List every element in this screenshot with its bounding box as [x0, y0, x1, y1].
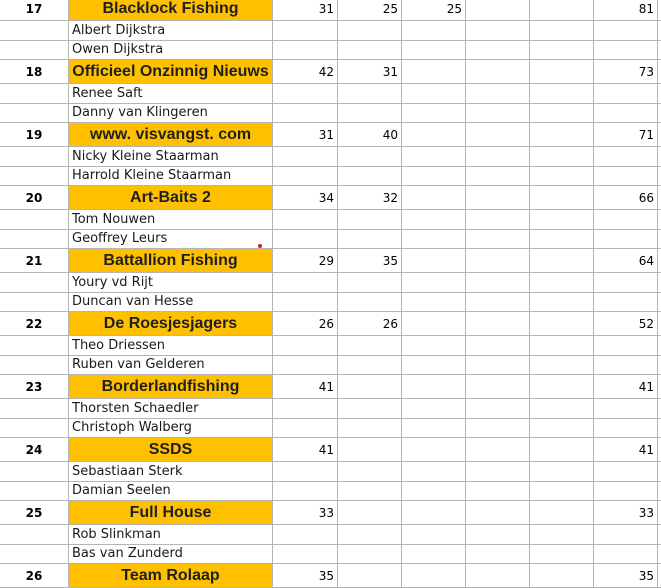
- round-score-cell[interactable]: [530, 147, 594, 167]
- rank-cell[interactable]: [0, 419, 69, 439]
- team-name-cell[interactable]: Team Rolaap: [69, 564, 273, 588]
- round-score-cell[interactable]: [338, 399, 402, 419]
- round-score-cell[interactable]: [338, 462, 402, 482]
- round-score-cell[interactable]: 34: [273, 186, 338, 210]
- round-score-cell[interactable]: [466, 482, 530, 502]
- team-name-cell[interactable]: Borderlandfishing: [69, 375, 273, 399]
- round-score-cell[interactable]: [402, 84, 466, 104]
- round-score-cell[interactable]: [338, 167, 402, 187]
- total-score-cell[interactable]: [594, 167, 658, 187]
- round-score-cell[interactable]: [466, 438, 530, 462]
- rank-cell[interactable]: [0, 356, 69, 376]
- total-score-cell[interactable]: 41: [594, 438, 658, 462]
- rank-cell[interactable]: [0, 21, 69, 41]
- total-score-cell[interactable]: [594, 21, 658, 41]
- rank-cell[interactable]: [0, 525, 69, 545]
- round-score-cell[interactable]: [338, 84, 402, 104]
- rank-cell[interactable]: 25: [0, 501, 69, 525]
- round-score-cell[interactable]: [530, 41, 594, 61]
- total-score-cell[interactable]: [594, 41, 658, 61]
- rank-cell[interactable]: [0, 482, 69, 502]
- team-row: [0, 375, 661, 399]
- round-score-cell[interactable]: 41: [273, 375, 338, 399]
- total-score-cell[interactable]: [594, 210, 658, 230]
- round-score-cell[interactable]: [273, 525, 338, 545]
- round-score-cell[interactable]: [338, 210, 402, 230]
- round-score-cell[interactable]: [530, 438, 594, 462]
- member-row: [0, 545, 661, 565]
- member-row: [0, 482, 661, 502]
- round-score-cell[interactable]: [530, 375, 594, 399]
- round-score-cell[interactable]: [466, 123, 530, 147]
- round-score-cell[interactable]: [402, 438, 466, 462]
- member-name-cell[interactable]: Duncan van Hesse: [69, 293, 273, 313]
- member-name-cell[interactable]: Danny van Klingeren: [69, 104, 273, 124]
- round-score-cell[interactable]: 25: [402, 0, 466, 21]
- team-row: [0, 564, 661, 588]
- member-name-cell[interactable]: Geoffrey Leurs: [69, 230, 273, 250]
- round-score-cell[interactable]: [530, 482, 594, 502]
- round-score-cell[interactable]: [530, 293, 594, 313]
- round-score-cell[interactable]: [402, 356, 466, 376]
- rank-cell[interactable]: [0, 41, 69, 61]
- rank-cell[interactable]: 21: [0, 249, 69, 273]
- round-score-cell[interactable]: [402, 462, 466, 482]
- total-score-cell[interactable]: 73: [594, 60, 658, 84]
- team-row: [0, 249, 661, 273]
- team-row: [0, 123, 661, 147]
- member-row: [0, 210, 661, 230]
- round-score-cell[interactable]: [530, 249, 594, 273]
- round-score-cell[interactable]: 33: [273, 501, 338, 525]
- rank-cell[interactable]: [0, 462, 69, 482]
- round-score-cell[interactable]: [530, 356, 594, 376]
- rank-cell[interactable]: [0, 210, 69, 230]
- rank-cell[interactable]: [0, 336, 69, 356]
- round-score-cell[interactable]: [402, 501, 466, 525]
- total-score-cell[interactable]: 64: [594, 249, 658, 273]
- round-score-cell[interactable]: [338, 293, 402, 313]
- rank-cell[interactable]: 26: [0, 564, 69, 588]
- round-score-cell[interactable]: [273, 356, 338, 376]
- team-name-cell[interactable]: SSDS: [69, 438, 273, 462]
- round-score-cell[interactable]: [338, 104, 402, 124]
- member-name-cell[interactable]: Youry vd Rijt: [69, 273, 273, 293]
- member-name-cell[interactable]: Owen Dijkstra: [69, 41, 273, 61]
- round-score-cell[interactable]: [402, 293, 466, 313]
- round-score-cell[interactable]: [466, 273, 530, 293]
- round-score-cell[interactable]: [402, 399, 466, 419]
- total-score-cell[interactable]: [594, 147, 658, 167]
- round-score-cell[interactable]: [530, 104, 594, 124]
- round-score-cell[interactable]: [530, 123, 594, 147]
- round-score-cell[interactable]: [338, 273, 402, 293]
- round-score-cell[interactable]: [402, 230, 466, 250]
- round-score-cell[interactable]: [338, 438, 402, 462]
- round-score-cell[interactable]: [402, 147, 466, 167]
- round-score-cell[interactable]: [466, 419, 530, 439]
- member-name-cell[interactable]: Nicky Kleine Staarman: [69, 147, 273, 167]
- member-name-cell[interactable]: Rob Slinkman: [69, 525, 273, 545]
- round-score-cell[interactable]: [273, 167, 338, 187]
- round-score-cell[interactable]: [466, 249, 530, 273]
- round-score-cell[interactable]: [466, 41, 530, 61]
- round-score-cell[interactable]: [466, 0, 530, 21]
- round-score-cell[interactable]: [273, 462, 338, 482]
- round-score-cell[interactable]: [530, 399, 594, 419]
- team-name-cell[interactable]: Art-Baits 2: [69, 186, 273, 210]
- team-row: [0, 438, 661, 462]
- round-score-cell[interactable]: [338, 230, 402, 250]
- round-score-cell[interactable]: 35: [338, 249, 402, 273]
- total-score-cell[interactable]: 52: [594, 312, 658, 336]
- team-row: [0, 501, 661, 525]
- round-score-cell[interactable]: [530, 545, 594, 565]
- round-score-cell[interactable]: [402, 375, 466, 399]
- round-score-cell[interactable]: [273, 482, 338, 502]
- round-score-cell[interactable]: [402, 482, 466, 502]
- round-score-cell[interactable]: [466, 210, 530, 230]
- total-score-cell[interactable]: [594, 525, 658, 545]
- rank-cell[interactable]: 20: [0, 186, 69, 210]
- member-name-cell[interactable]: Christoph Walberg: [69, 419, 273, 439]
- member-name-cell[interactable]: Theo Driessen: [69, 336, 273, 356]
- comment-marker-icon: [258, 244, 262, 248]
- round-score-cell[interactable]: [273, 336, 338, 356]
- round-score-cell[interactable]: [273, 147, 338, 167]
- round-score-cell[interactable]: [402, 419, 466, 439]
- round-score-cell[interactable]: [402, 104, 466, 124]
- member-name-cell[interactable]: Thorsten Schaedler: [69, 399, 273, 419]
- round-score-cell[interactable]: [402, 273, 466, 293]
- rank-cell[interactable]: 22: [0, 312, 69, 336]
- member-row: [0, 356, 661, 376]
- round-score-cell[interactable]: [273, 41, 338, 61]
- total-score-cell[interactable]: [594, 545, 658, 565]
- round-score-cell[interactable]: [530, 564, 594, 588]
- total-score-cell[interactable]: [594, 482, 658, 502]
- round-score-cell[interactable]: [402, 336, 466, 356]
- member-row: [0, 462, 661, 482]
- member-name-cell[interactable]: Damian Seelen: [69, 482, 273, 502]
- round-score-cell[interactable]: [530, 167, 594, 187]
- round-score-cell[interactable]: [530, 230, 594, 250]
- rank-cell[interactable]: [0, 399, 69, 419]
- member-name-cell[interactable]: Renee Saft: [69, 84, 273, 104]
- round-score-cell[interactable]: [402, 123, 466, 147]
- round-score-cell[interactable]: 41: [273, 438, 338, 462]
- round-score-cell[interactable]: [402, 60, 466, 84]
- member-name-cell[interactable]: Sebastiaan Sterk: [69, 462, 273, 482]
- member-name-cell[interactable]: Harrold Kleine Staarman: [69, 167, 273, 187]
- round-score-cell[interactable]: 42: [273, 60, 338, 84]
- round-score-cell[interactable]: [338, 501, 402, 525]
- round-score-cell[interactable]: [530, 60, 594, 84]
- total-score-cell[interactable]: [594, 462, 658, 482]
- round-score-cell[interactable]: [466, 312, 530, 336]
- round-score-cell[interactable]: [402, 167, 466, 187]
- round-score-cell[interactable]: [530, 419, 594, 439]
- round-score-cell[interactable]: [530, 462, 594, 482]
- round-score-cell[interactable]: [402, 564, 466, 588]
- total-score-cell[interactable]: 41: [594, 375, 658, 399]
- member-name-cell[interactable]: Tom Nouwen: [69, 210, 273, 230]
- round-score-cell[interactable]: [466, 501, 530, 525]
- round-score-cell[interactable]: [466, 375, 530, 399]
- round-score-cell[interactable]: 25: [338, 0, 402, 21]
- round-score-cell[interactable]: [466, 186, 530, 210]
- member-row: [0, 41, 661, 61]
- round-score-cell[interactable]: [530, 273, 594, 293]
- team-name-cell[interactable]: Blacklock Fishing: [69, 0, 273, 21]
- member-row: [0, 399, 661, 419]
- round-score-cell[interactable]: [466, 545, 530, 565]
- team-name-cell[interactable]: www. visvangst. com: [69, 123, 273, 147]
- rank-cell[interactable]: [0, 293, 69, 313]
- team-name-cell[interactable]: Full House: [69, 501, 273, 525]
- round-score-cell[interactable]: [338, 564, 402, 588]
- round-score-cell[interactable]: 31: [338, 60, 402, 84]
- round-score-cell[interactable]: 26: [338, 312, 402, 336]
- round-score-cell[interactable]: [402, 545, 466, 565]
- team-row: [0, 312, 661, 336]
- member-row: [0, 336, 661, 356]
- round-score-cell[interactable]: [338, 545, 402, 565]
- round-score-cell[interactable]: 40: [338, 123, 402, 147]
- round-score-cell[interactable]: [273, 273, 338, 293]
- team-name-cell[interactable]: Battallion Fishing: [69, 249, 273, 273]
- total-score-cell[interactable]: [594, 230, 658, 250]
- member-row: [0, 21, 661, 41]
- rank-cell[interactable]: 23: [0, 375, 69, 399]
- round-score-cell[interactable]: [530, 186, 594, 210]
- round-score-cell[interactable]: [530, 21, 594, 41]
- round-score-cell[interactable]: [338, 336, 402, 356]
- total-score-cell[interactable]: 33: [594, 501, 658, 525]
- round-score-cell[interactable]: 29: [273, 249, 338, 273]
- round-score-cell[interactable]: [530, 0, 594, 21]
- round-score-cell[interactable]: [466, 230, 530, 250]
- rank-cell[interactable]: [0, 273, 69, 293]
- member-row: [0, 293, 661, 313]
- total-score-cell[interactable]: [594, 84, 658, 104]
- team-name-cell[interactable]: De Roesjesjagers: [69, 312, 273, 336]
- round-score-cell[interactable]: [530, 501, 594, 525]
- total-score-cell[interactable]: 66: [594, 186, 658, 210]
- round-score-cell[interactable]: [466, 60, 530, 84]
- team-row: [0, 0, 661, 21]
- rank-cell[interactable]: 18: [0, 60, 69, 84]
- round-score-cell[interactable]: 31: [273, 0, 338, 21]
- member-row: [0, 273, 661, 293]
- member-name-cell[interactable]: Ruben van Gelderen: [69, 356, 273, 376]
- round-score-cell[interactable]: [338, 375, 402, 399]
- round-score-cell[interactable]: [402, 186, 466, 210]
- round-score-cell[interactable]: [530, 84, 594, 104]
- round-score-cell[interactable]: [402, 249, 466, 273]
- total-score-cell[interactable]: [594, 104, 658, 124]
- rank-cell[interactable]: 19: [0, 123, 69, 147]
- round-score-cell[interactable]: [338, 525, 402, 545]
- team-row: [0, 186, 661, 210]
- member-row: [0, 525, 661, 545]
- round-score-cell[interactable]: [466, 167, 530, 187]
- round-score-cell[interactable]: [273, 399, 338, 419]
- rank-cell[interactable]: [0, 147, 69, 167]
- round-score-cell[interactable]: 31: [273, 123, 338, 147]
- round-score-cell[interactable]: [273, 104, 338, 124]
- round-score-cell[interactable]: [402, 21, 466, 41]
- round-score-cell[interactable]: 35: [273, 564, 338, 588]
- total-score-cell[interactable]: 81: [594, 0, 658, 21]
- total-score-cell[interactable]: 35: [594, 564, 658, 588]
- round-score-cell[interactable]: [338, 41, 402, 61]
- team-row: [0, 60, 661, 84]
- total-score-cell[interactable]: [594, 356, 658, 376]
- round-score-cell[interactable]: [466, 104, 530, 124]
- round-score-cell[interactable]: [466, 462, 530, 482]
- round-score-cell[interactable]: [338, 482, 402, 502]
- member-row: [0, 167, 661, 187]
- round-score-cell[interactable]: [273, 84, 338, 104]
- total-score-cell[interactable]: [594, 273, 658, 293]
- total-score-cell[interactable]: [594, 293, 658, 313]
- rank-cell[interactable]: [0, 230, 69, 250]
- round-score-cell[interactable]: [273, 210, 338, 230]
- total-score-cell[interactable]: [594, 336, 658, 356]
- round-score-cell[interactable]: [338, 21, 402, 41]
- member-row: [0, 147, 661, 167]
- round-score-cell[interactable]: [338, 419, 402, 439]
- round-score-cell[interactable]: [273, 230, 338, 250]
- round-score-cell[interactable]: [466, 84, 530, 104]
- round-score-cell[interactable]: [466, 525, 530, 545]
- rank-cell[interactable]: [0, 167, 69, 187]
- round-score-cell[interactable]: [273, 419, 338, 439]
- round-score-cell[interactable]: [402, 41, 466, 61]
- member-row: [0, 230, 661, 250]
- round-score-cell[interactable]: 32: [338, 186, 402, 210]
- round-score-cell[interactable]: [273, 545, 338, 565]
- member-row: [0, 104, 661, 124]
- round-score-cell[interactable]: [466, 147, 530, 167]
- round-score-cell[interactable]: [530, 525, 594, 545]
- round-score-cell[interactable]: [402, 312, 466, 336]
- round-score-cell[interactable]: [338, 356, 402, 376]
- rank-cell[interactable]: [0, 545, 69, 565]
- total-score-cell[interactable]: 71: [594, 123, 658, 147]
- round-score-cell[interactable]: [530, 312, 594, 336]
- round-score-cell[interactable]: [466, 356, 530, 376]
- round-score-cell[interactable]: [466, 21, 530, 41]
- round-score-cell[interactable]: [530, 210, 594, 230]
- member-row: [0, 84, 661, 104]
- rank-cell[interactable]: [0, 104, 69, 124]
- round-score-cell[interactable]: [273, 293, 338, 313]
- round-score-cell[interactable]: [273, 21, 338, 41]
- round-score-cell[interactable]: [466, 564, 530, 588]
- member-row: [0, 419, 661, 439]
- round-score-cell[interactable]: [338, 147, 402, 167]
- rank-cell[interactable]: [0, 84, 69, 104]
- round-score-cell[interactable]: [466, 399, 530, 419]
- rank-cell[interactable]: 17: [0, 0, 69, 21]
- round-score-cell[interactable]: 26: [273, 312, 338, 336]
- total-score-cell[interactable]: [594, 399, 658, 419]
- total-score-cell[interactable]: [594, 419, 658, 439]
- round-score-cell[interactable]: [466, 336, 530, 356]
- round-score-cell[interactable]: [402, 525, 466, 545]
- team-name-cell[interactable]: Officieel Onzinnig Nieuws: [69, 60, 273, 84]
- member-name-cell[interactable]: Albert Dijkstra: [69, 21, 273, 41]
- member-name-cell[interactable]: Bas van Zunderd: [69, 545, 273, 565]
- round-score-cell[interactable]: [466, 293, 530, 313]
- rank-cell[interactable]: 24: [0, 438, 69, 462]
- round-score-cell[interactable]: [530, 336, 594, 356]
- round-score-cell[interactable]: [402, 210, 466, 230]
